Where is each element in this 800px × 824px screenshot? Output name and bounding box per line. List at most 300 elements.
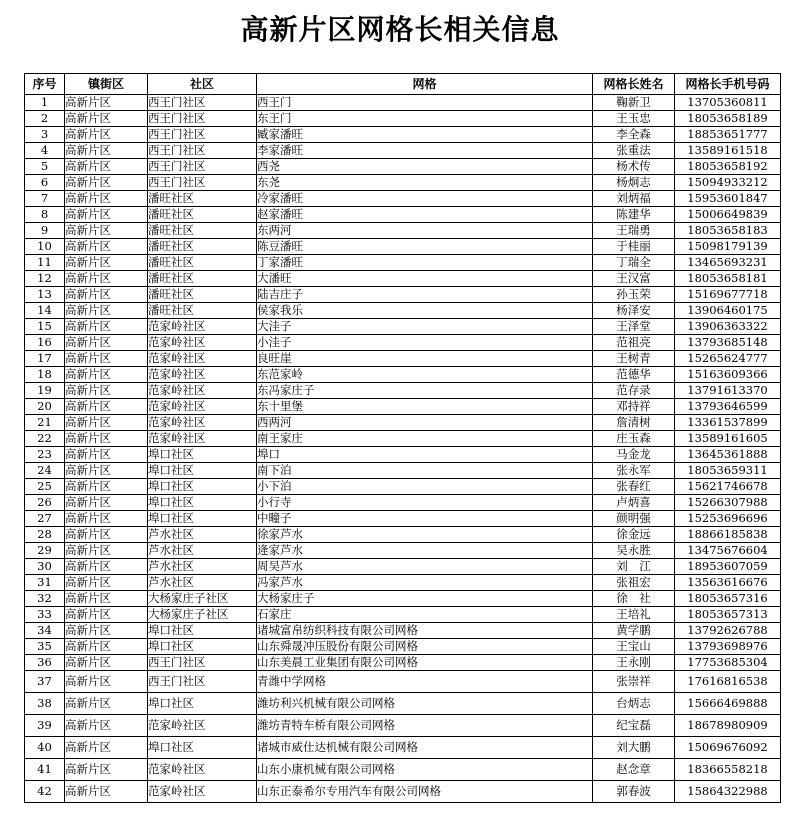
cell-leader-name: 丁瑞全 [593, 255, 675, 271]
cell-serial: 17 [25, 351, 65, 367]
cell-community: 大杨家庄子社区 [148, 591, 257, 607]
cell-grid: 大杨家庄子 [257, 591, 593, 607]
cell-leader-phone: 18053658192 [675, 159, 781, 175]
cell-community: 西王门社区 [148, 95, 257, 111]
cell-grid: 东范家岭 [257, 367, 593, 383]
cell-leader-phone: 13793685148 [675, 335, 781, 351]
table-row [25, 495, 781, 511]
cell-serial: 27 [25, 511, 65, 527]
cell-serial: 18 [25, 367, 65, 383]
cell-leader-name: 鞠新卫 [593, 95, 675, 111]
cell-town: 高新片区 [65, 239, 148, 255]
cell-leader-name: 王瑞勇 [593, 223, 675, 239]
cell-town: 高新片区 [65, 671, 148, 693]
cell-grid: 冯家芦水 [257, 575, 593, 591]
cell-grid: 潍坊利兴机械有限公司网格 [257, 693, 593, 715]
cell-community: 范家岭社区 [148, 351, 257, 367]
table-row [25, 239, 781, 255]
cell-leader-name: 詹清树 [593, 415, 675, 431]
cell-community: 范家岭社区 [148, 781, 257, 803]
cell-leader-phone: 13589161518 [675, 143, 781, 159]
cell-community: 潘旺社区 [148, 303, 257, 319]
cell-grid: 山东舜晟冲压股份有限公司网格 [257, 639, 593, 655]
cell-serial: 37 [25, 671, 65, 693]
cell-community: 范家岭社区 [148, 415, 257, 431]
table-row [25, 781, 781, 803]
cell-community: 西王门社区 [148, 159, 257, 175]
cell-serial: 19 [25, 383, 65, 399]
table-row [25, 737, 781, 759]
table-row [25, 759, 781, 781]
cell-community: 范家岭社区 [148, 367, 257, 383]
cell-leader-phone: 18053658181 [675, 271, 781, 287]
cell-town: 高新片区 [65, 431, 148, 447]
cell-leader-name: 王宝山 [593, 639, 675, 655]
cell-serial: 26 [25, 495, 65, 511]
cell-leader-phone: 18053659311 [675, 463, 781, 479]
cell-community: 埠口社区 [148, 623, 257, 639]
cell-serial: 35 [25, 639, 65, 655]
cell-community: 范家岭社区 [148, 759, 257, 781]
cell-serial: 36 [25, 655, 65, 671]
cell-community: 潘旺社区 [148, 239, 257, 255]
cell-grid: 李家潘旺 [257, 143, 593, 159]
cell-community: 范家岭社区 [148, 399, 257, 415]
cell-leader-phone: 18866185838 [675, 527, 781, 543]
cell-community: 西王门社区 [148, 127, 257, 143]
cell-serial: 20 [25, 399, 65, 415]
cell-town: 高新片区 [65, 737, 148, 759]
cell-town: 高新片区 [65, 207, 148, 223]
cell-leader-phone: 15069676092 [675, 737, 781, 759]
table-row [25, 559, 781, 575]
cell-grid: 西尧 [257, 159, 593, 175]
cell-community: 埠口社区 [148, 693, 257, 715]
cell-leader-name: 张重法 [593, 143, 675, 159]
cell-community: 范家岭社区 [148, 715, 257, 737]
header-grid: 网格 [257, 74, 593, 95]
cell-community: 潘旺社区 [148, 255, 257, 271]
cell-leader-name: 范存录 [593, 383, 675, 399]
cell-grid: 山东美晨工业集团有限公司网格 [257, 655, 593, 671]
cell-serial: 23 [25, 447, 65, 463]
table-row [25, 383, 781, 399]
cell-town: 高新片区 [65, 255, 148, 271]
cell-grid: 丁家潘旺 [257, 255, 593, 271]
cell-leader-phone: 15094933212 [675, 175, 781, 191]
table-row [25, 415, 781, 431]
cell-grid: 中疃子 [257, 511, 593, 527]
table-row [25, 655, 781, 671]
table-row [25, 127, 781, 143]
cell-community: 埠口社区 [148, 479, 257, 495]
cell-serial: 3 [25, 127, 65, 143]
cell-leader-phone: 13906460175 [675, 303, 781, 319]
cell-community: 大杨家庄子社区 [148, 607, 257, 623]
cell-grid: 周吴芦水 [257, 559, 593, 575]
cell-serial: 42 [25, 781, 65, 803]
cell-community: 芦水社区 [148, 559, 257, 575]
cell-community: 埠口社区 [148, 447, 257, 463]
table-row [25, 399, 781, 415]
cell-leader-phone: 15098179139 [675, 239, 781, 255]
cell-community: 西王门社区 [148, 143, 257, 159]
cell-community: 西王门社区 [148, 175, 257, 191]
cell-community: 埠口社区 [148, 639, 257, 655]
table-row [25, 479, 781, 495]
cell-grid: 小洼子 [257, 335, 593, 351]
table-row [25, 351, 781, 367]
table-row [25, 623, 781, 639]
cell-grid: 埠口 [257, 447, 593, 463]
cell-leader-name: 纪宝磊 [593, 715, 675, 737]
cell-serial: 29 [25, 543, 65, 559]
cell-serial: 34 [25, 623, 65, 639]
cell-serial: 4 [25, 143, 65, 159]
cell-community: 西王门社区 [148, 111, 257, 127]
cell-community: 西王门社区 [148, 655, 257, 671]
cell-leader-phone: 17616816538 [675, 671, 781, 693]
cell-leader-phone: 13361537899 [675, 415, 781, 431]
table-row [25, 175, 781, 191]
table-row [25, 191, 781, 207]
cell-leader-name: 郭春波 [593, 781, 675, 803]
table-row [25, 693, 781, 715]
cell-grid: 小行寺 [257, 495, 593, 511]
header-town: 镇街区 [65, 74, 148, 95]
cell-leader-phone: 17753685304 [675, 655, 781, 671]
cell-town: 高新片区 [65, 607, 148, 623]
cell-town: 高新片区 [65, 415, 148, 431]
cell-leader-name: 台炳志 [593, 693, 675, 715]
table-row [25, 287, 781, 303]
cell-town: 高新片区 [65, 175, 148, 191]
cell-leader-name: 赵念章 [593, 759, 675, 781]
cell-town: 高新片区 [65, 559, 148, 575]
cell-town: 高新片区 [65, 543, 148, 559]
table-row [25, 367, 781, 383]
table-row [25, 303, 781, 319]
cell-grid: 石家庄 [257, 607, 593, 623]
table-body [25, 95, 781, 803]
cell-leader-name: 张祖宏 [593, 575, 675, 591]
cell-leader-name: 王永刚 [593, 655, 675, 671]
cell-leader-phone: 13645361888 [675, 447, 781, 463]
cell-grid: 东十里堡 [257, 399, 593, 415]
table-row [25, 591, 781, 607]
cell-town: 高新片区 [65, 223, 148, 239]
cell-town: 高新片区 [65, 287, 148, 303]
cell-town: 高新片区 [65, 383, 148, 399]
cell-leader-phone: 15621746678 [675, 479, 781, 495]
grid-leader-table [24, 73, 781, 803]
cell-town: 高新片区 [65, 463, 148, 479]
cell-grid: 东冯家庄子 [257, 383, 593, 399]
cell-leader-name: 张永军 [593, 463, 675, 479]
cell-leader-phone: 15253696696 [675, 511, 781, 527]
cell-grid: 大潘旺 [257, 271, 593, 287]
cell-serial: 22 [25, 431, 65, 447]
header-serial: 序号 [25, 74, 65, 95]
cell-leader-phone: 15953601847 [675, 191, 781, 207]
cell-town: 高新片区 [65, 127, 148, 143]
cell-town: 高新片区 [65, 511, 148, 527]
cell-serial: 7 [25, 191, 65, 207]
cell-town: 高新片区 [65, 95, 148, 111]
table-row [25, 543, 781, 559]
cell-leader-phone: 18053657313 [675, 607, 781, 623]
cell-leader-phone: 18853651777 [675, 127, 781, 143]
cell-town: 高新片区 [65, 495, 148, 511]
table-row [25, 223, 781, 239]
cell-grid: 东两河 [257, 223, 593, 239]
cell-leader-phone: 15666469888 [675, 693, 781, 715]
cell-grid: 南下泊 [257, 463, 593, 479]
cell-town: 高新片区 [65, 367, 148, 383]
cell-leader-phone: 13906363322 [675, 319, 781, 335]
cell-grid: 良旺崖 [257, 351, 593, 367]
cell-serial: 25 [25, 479, 65, 495]
cell-serial: 10 [25, 239, 65, 255]
cell-serial: 33 [25, 607, 65, 623]
cell-leader-phone: 15163609366 [675, 367, 781, 383]
cell-serial: 5 [25, 159, 65, 175]
cell-town: 高新片区 [65, 623, 148, 639]
cell-town: 高新片区 [65, 335, 148, 351]
cell-serial: 21 [25, 415, 65, 431]
cell-town: 高新片区 [65, 159, 148, 175]
cell-leader-phone: 18053658189 [675, 111, 781, 127]
cell-leader-phone: 13589161605 [675, 431, 781, 447]
table-row [25, 207, 781, 223]
cell-town: 高新片区 [65, 479, 148, 495]
cell-leader-name: 范德华 [593, 367, 675, 383]
table-row [25, 511, 781, 527]
cell-leader-name: 王汉富 [593, 271, 675, 287]
cell-serial: 28 [25, 527, 65, 543]
cell-serial: 24 [25, 463, 65, 479]
cell-town: 高新片区 [65, 591, 148, 607]
cell-grid: 山东正泰希尔专用汽车有限公司网格 [257, 781, 593, 803]
cell-leader-phone: 18366558218 [675, 759, 781, 781]
table-row [25, 671, 781, 693]
cell-leader-name: 黄学鹏 [593, 623, 675, 639]
cell-leader-name: 王树青 [593, 351, 675, 367]
cell-serial: 15 [25, 319, 65, 335]
cell-town: 高新片区 [65, 781, 148, 803]
cell-leader-phone: 13465693231 [675, 255, 781, 271]
table-row [25, 143, 781, 159]
cell-leader-name: 卢炳喜 [593, 495, 675, 511]
cell-grid: 东尧 [257, 175, 593, 191]
cell-community: 潘旺社区 [148, 191, 257, 207]
cell-town: 高新片区 [65, 575, 148, 591]
cell-grid: 诸城市威仕达机械有限公司网格 [257, 737, 593, 759]
cell-leader-name: 张崇祥 [593, 671, 675, 693]
cell-serial: 38 [25, 693, 65, 715]
cell-community: 埠口社区 [148, 737, 257, 759]
cell-leader-phone: 15864322988 [675, 781, 781, 803]
cell-leader-name: 王泽堂 [593, 319, 675, 335]
cell-serial: 30 [25, 559, 65, 575]
cell-grid: 南王家庄 [257, 431, 593, 447]
cell-leader-name: 范祖亮 [593, 335, 675, 351]
table-row [25, 255, 781, 271]
cell-grid: 西王门 [257, 95, 593, 111]
cell-serial: 9 [25, 223, 65, 239]
cell-grid: 山东小康机械有限公司网格 [257, 759, 593, 781]
cell-grid: 东王门 [257, 111, 593, 127]
cell-serial: 8 [25, 207, 65, 223]
table-row [25, 111, 781, 127]
table-row [25, 639, 781, 655]
cell-community: 潘旺社区 [148, 287, 257, 303]
cell-community: 范家岭社区 [148, 383, 257, 399]
cell-grid: 冷家潘旺 [257, 191, 593, 207]
cell-grid: 侯家我乐 [257, 303, 593, 319]
cell-leader-phone: 18053658183 [675, 223, 781, 239]
cell-leader-name: 颜明强 [593, 511, 675, 527]
cell-grid: 青潍中学网格 [257, 671, 593, 693]
cell-leader-phone: 18678980909 [675, 715, 781, 737]
cell-community: 埠口社区 [148, 511, 257, 527]
cell-community: 范家岭社区 [148, 319, 257, 335]
cell-grid: 西两河 [257, 415, 593, 431]
cell-leader-name: 吴永胜 [593, 543, 675, 559]
cell-town: 高新片区 [65, 715, 148, 737]
cell-leader-name: 刘 江 [593, 559, 675, 575]
cell-leader-phone: 13563616676 [675, 575, 781, 591]
cell-leader-name: 李全森 [593, 127, 675, 143]
cell-grid: 陈豆潘旺 [257, 239, 593, 255]
cell-grid: 诸城富帛纺织科技有限公司网格 [257, 623, 593, 639]
cell-leader-name: 庄玉森 [593, 431, 675, 447]
table-row [25, 319, 781, 335]
cell-town: 高新片区 [65, 639, 148, 655]
cell-town: 高新片区 [65, 143, 148, 159]
header-community: 社区 [148, 74, 257, 95]
cell-leader-name: 张春红 [593, 479, 675, 495]
cell-town: 高新片区 [65, 351, 148, 367]
header-leader-phone: 网格长手机号码 [675, 74, 781, 95]
cell-serial: 12 [25, 271, 65, 287]
cell-leader-phone: 13705360811 [675, 95, 781, 111]
cell-leader-phone: 13793646599 [675, 399, 781, 415]
table-row [25, 335, 781, 351]
cell-community: 潘旺社区 [148, 271, 257, 287]
cell-serial: 14 [25, 303, 65, 319]
cell-town: 高新片区 [65, 693, 148, 715]
cell-community: 芦水社区 [148, 527, 257, 543]
cell-leader-phone: 15006649839 [675, 207, 781, 223]
cell-community: 埠口社区 [148, 495, 257, 511]
cell-grid: 大洼子 [257, 319, 593, 335]
cell-grid: 赵家潘旺 [257, 207, 593, 223]
cell-leader-phone: 15266307988 [675, 495, 781, 511]
cell-grid: 陆吉庄子 [257, 287, 593, 303]
cell-serial: 40 [25, 737, 65, 759]
cell-serial: 13 [25, 287, 65, 303]
table-row [25, 527, 781, 543]
cell-town: 高新片区 [65, 271, 148, 287]
cell-grid: 潍坊青特车桥有限公司网格 [257, 715, 593, 737]
cell-grid: 小下泊 [257, 479, 593, 495]
cell-serial: 39 [25, 715, 65, 737]
cell-serial: 11 [25, 255, 65, 271]
cell-leader-phone: 13475676604 [675, 543, 781, 559]
cell-leader-name: 王培礼 [593, 607, 675, 623]
cell-town: 高新片区 [65, 303, 148, 319]
cell-town: 高新片区 [65, 191, 148, 207]
cell-town: 高新片区 [65, 399, 148, 415]
table-row [25, 607, 781, 623]
cell-leader-phone: 13792626788 [675, 623, 781, 639]
cell-serial: 41 [25, 759, 65, 781]
cell-leader-name: 马金龙 [593, 447, 675, 463]
cell-leader-phone: 13793698976 [675, 639, 781, 655]
cell-leader-phone: 18953607059 [675, 559, 781, 575]
cell-town: 高新片区 [65, 527, 148, 543]
cell-town: 高新片区 [65, 447, 148, 463]
cell-leader-name: 徐 社 [593, 591, 675, 607]
cell-leader-phone: 15169677718 [675, 287, 781, 303]
cell-grid: 臧家潘旺 [257, 127, 593, 143]
cell-leader-phone: 15265624777 [675, 351, 781, 367]
cell-serial: 6 [25, 175, 65, 191]
cell-grid: 逄家芦水 [257, 543, 593, 559]
cell-town: 高新片区 [65, 111, 148, 127]
table-row [25, 159, 781, 175]
table-row [25, 447, 781, 463]
cell-town: 高新片区 [65, 655, 148, 671]
cell-community: 范家岭社区 [148, 335, 257, 351]
cell-leader-name: 杨泽安 [593, 303, 675, 319]
table-row [25, 575, 781, 591]
cell-leader-name: 刘炳福 [593, 191, 675, 207]
table-row [25, 463, 781, 479]
table-row [25, 715, 781, 737]
cell-serial: 32 [25, 591, 65, 607]
cell-town: 高新片区 [65, 759, 148, 781]
cell-leader-name: 王玉忠 [593, 111, 675, 127]
table-header-row [25, 74, 781, 95]
cell-serial: 31 [25, 575, 65, 591]
table-row [25, 95, 781, 111]
cell-community: 西王门社区 [148, 671, 257, 693]
table-row [25, 431, 781, 447]
cell-serial: 2 [25, 111, 65, 127]
cell-leader-name: 杨炯志 [593, 175, 675, 191]
cell-leader-name: 陈建华 [593, 207, 675, 223]
cell-community: 芦水社区 [148, 543, 257, 559]
cell-leader-name: 孙玉荣 [593, 287, 675, 303]
page-title: 高新片区网格长相关信息 [240, 13, 560, 46]
table-row [25, 271, 781, 287]
cell-community: 范家岭社区 [148, 431, 257, 447]
cell-community: 芦水社区 [148, 575, 257, 591]
cell-grid: 徐家芦水 [257, 527, 593, 543]
cell-community: 埠口社区 [148, 463, 257, 479]
cell-leader-phone: 18053657316 [675, 591, 781, 607]
cell-town: 高新片区 [65, 319, 148, 335]
cell-leader-name: 于桂丽 [593, 239, 675, 255]
cell-community: 潘旺社区 [148, 207, 257, 223]
cell-serial: 1 [25, 95, 65, 111]
cell-leader-name: 邓持祥 [593, 399, 675, 415]
cell-serial: 16 [25, 335, 65, 351]
header-leader-name: 网格长姓名 [593, 74, 675, 95]
cell-leader-name: 杨术传 [593, 159, 675, 175]
